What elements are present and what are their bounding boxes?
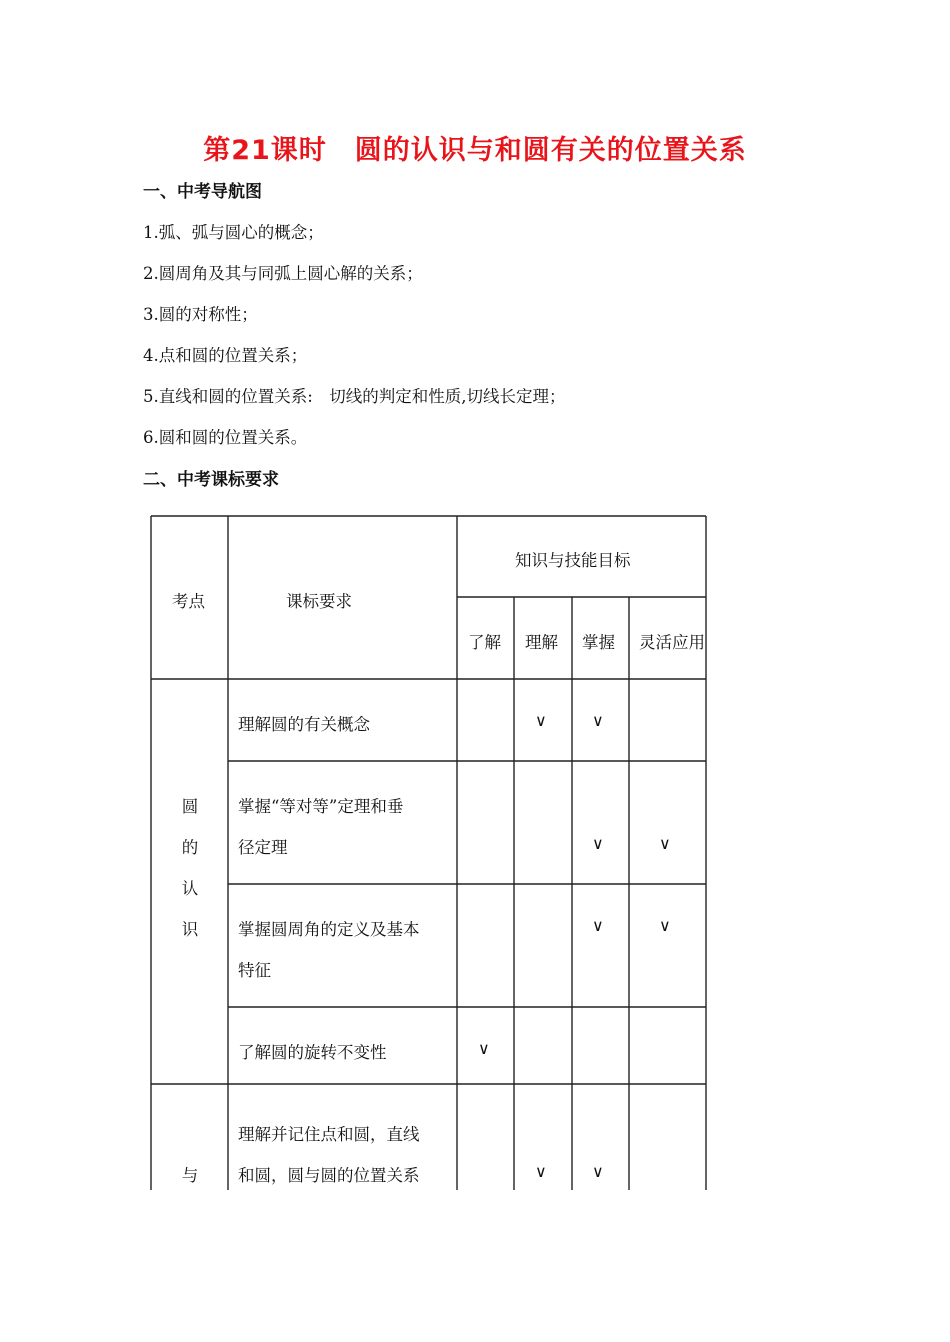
check-mark: ∨ xyxy=(478,1039,490,1058)
table-row-requirement: 掌握“等对等”定理和垂 xyxy=(238,797,404,816)
header-kaodian: 考点 xyxy=(172,592,205,611)
check-mark: ∨ xyxy=(535,711,547,730)
group1-char: 圆 xyxy=(181,797,199,816)
nav-item-5: 5.直线和圆的位置关系: 切线的判定和性质,切线长定理； xyxy=(143,387,566,406)
section1-heading: 一、中考导航图 xyxy=(143,182,262,202)
table-row-requirement: 理解并记住点和圆，直线 xyxy=(238,1125,420,1144)
nav-item-4: 4.点和圆的位置关系； xyxy=(143,346,308,365)
check-mark: ∨ xyxy=(659,916,671,935)
check-mark: ∨ xyxy=(592,711,604,730)
nav-item-3: 3.圆的对称性； xyxy=(143,305,258,324)
nav-item-1: 1.弧、弧与圆心的概念； xyxy=(143,223,324,242)
check-mark: ∨ xyxy=(535,1162,547,1181)
header-level-2: 理解 xyxy=(525,633,558,652)
table-row-requirement: 径定理 xyxy=(238,838,288,857)
check-mark: ∨ xyxy=(659,834,671,853)
check-mark: ∨ xyxy=(592,834,604,853)
table-row-requirement: 理解圆的有关概念 xyxy=(238,715,370,734)
check-mark: ∨ xyxy=(592,916,604,935)
table-row-requirement: 和圆，圆与圆的位置关系 xyxy=(238,1166,420,1185)
group1-char: 认 xyxy=(181,879,199,898)
table-row-requirement: 特征 xyxy=(238,961,271,980)
group1-char: 识 xyxy=(181,920,199,939)
table-row-requirement: 掌握圆周角的定义及基本 xyxy=(238,920,420,939)
nav-item-6: 6.圆和圆的位置关系。 xyxy=(143,428,308,447)
group2-char: 与 xyxy=(181,1166,199,1185)
page-title: 第21课时 圆的认识与和圆有关的位置关系 xyxy=(203,135,747,166)
table-row-requirement: 了解圆的旋转不变性 xyxy=(238,1043,387,1062)
header-level-1: 了解 xyxy=(468,633,501,652)
check-mark: ∨ xyxy=(592,1162,604,1181)
header-level-3: 掌握 xyxy=(582,633,615,652)
group1-char: 的 xyxy=(181,838,199,857)
nav-item-2: 2.圆周角及其与同弧上圆心解的关系； xyxy=(143,264,423,283)
section2-heading: 二、中考课标要求 xyxy=(143,470,279,490)
header-knowledge-goal: 知识与技能目标 xyxy=(515,551,631,570)
header-kebiao: 课标要求 xyxy=(286,592,352,611)
header-level-4: 灵活应用 xyxy=(639,633,705,652)
